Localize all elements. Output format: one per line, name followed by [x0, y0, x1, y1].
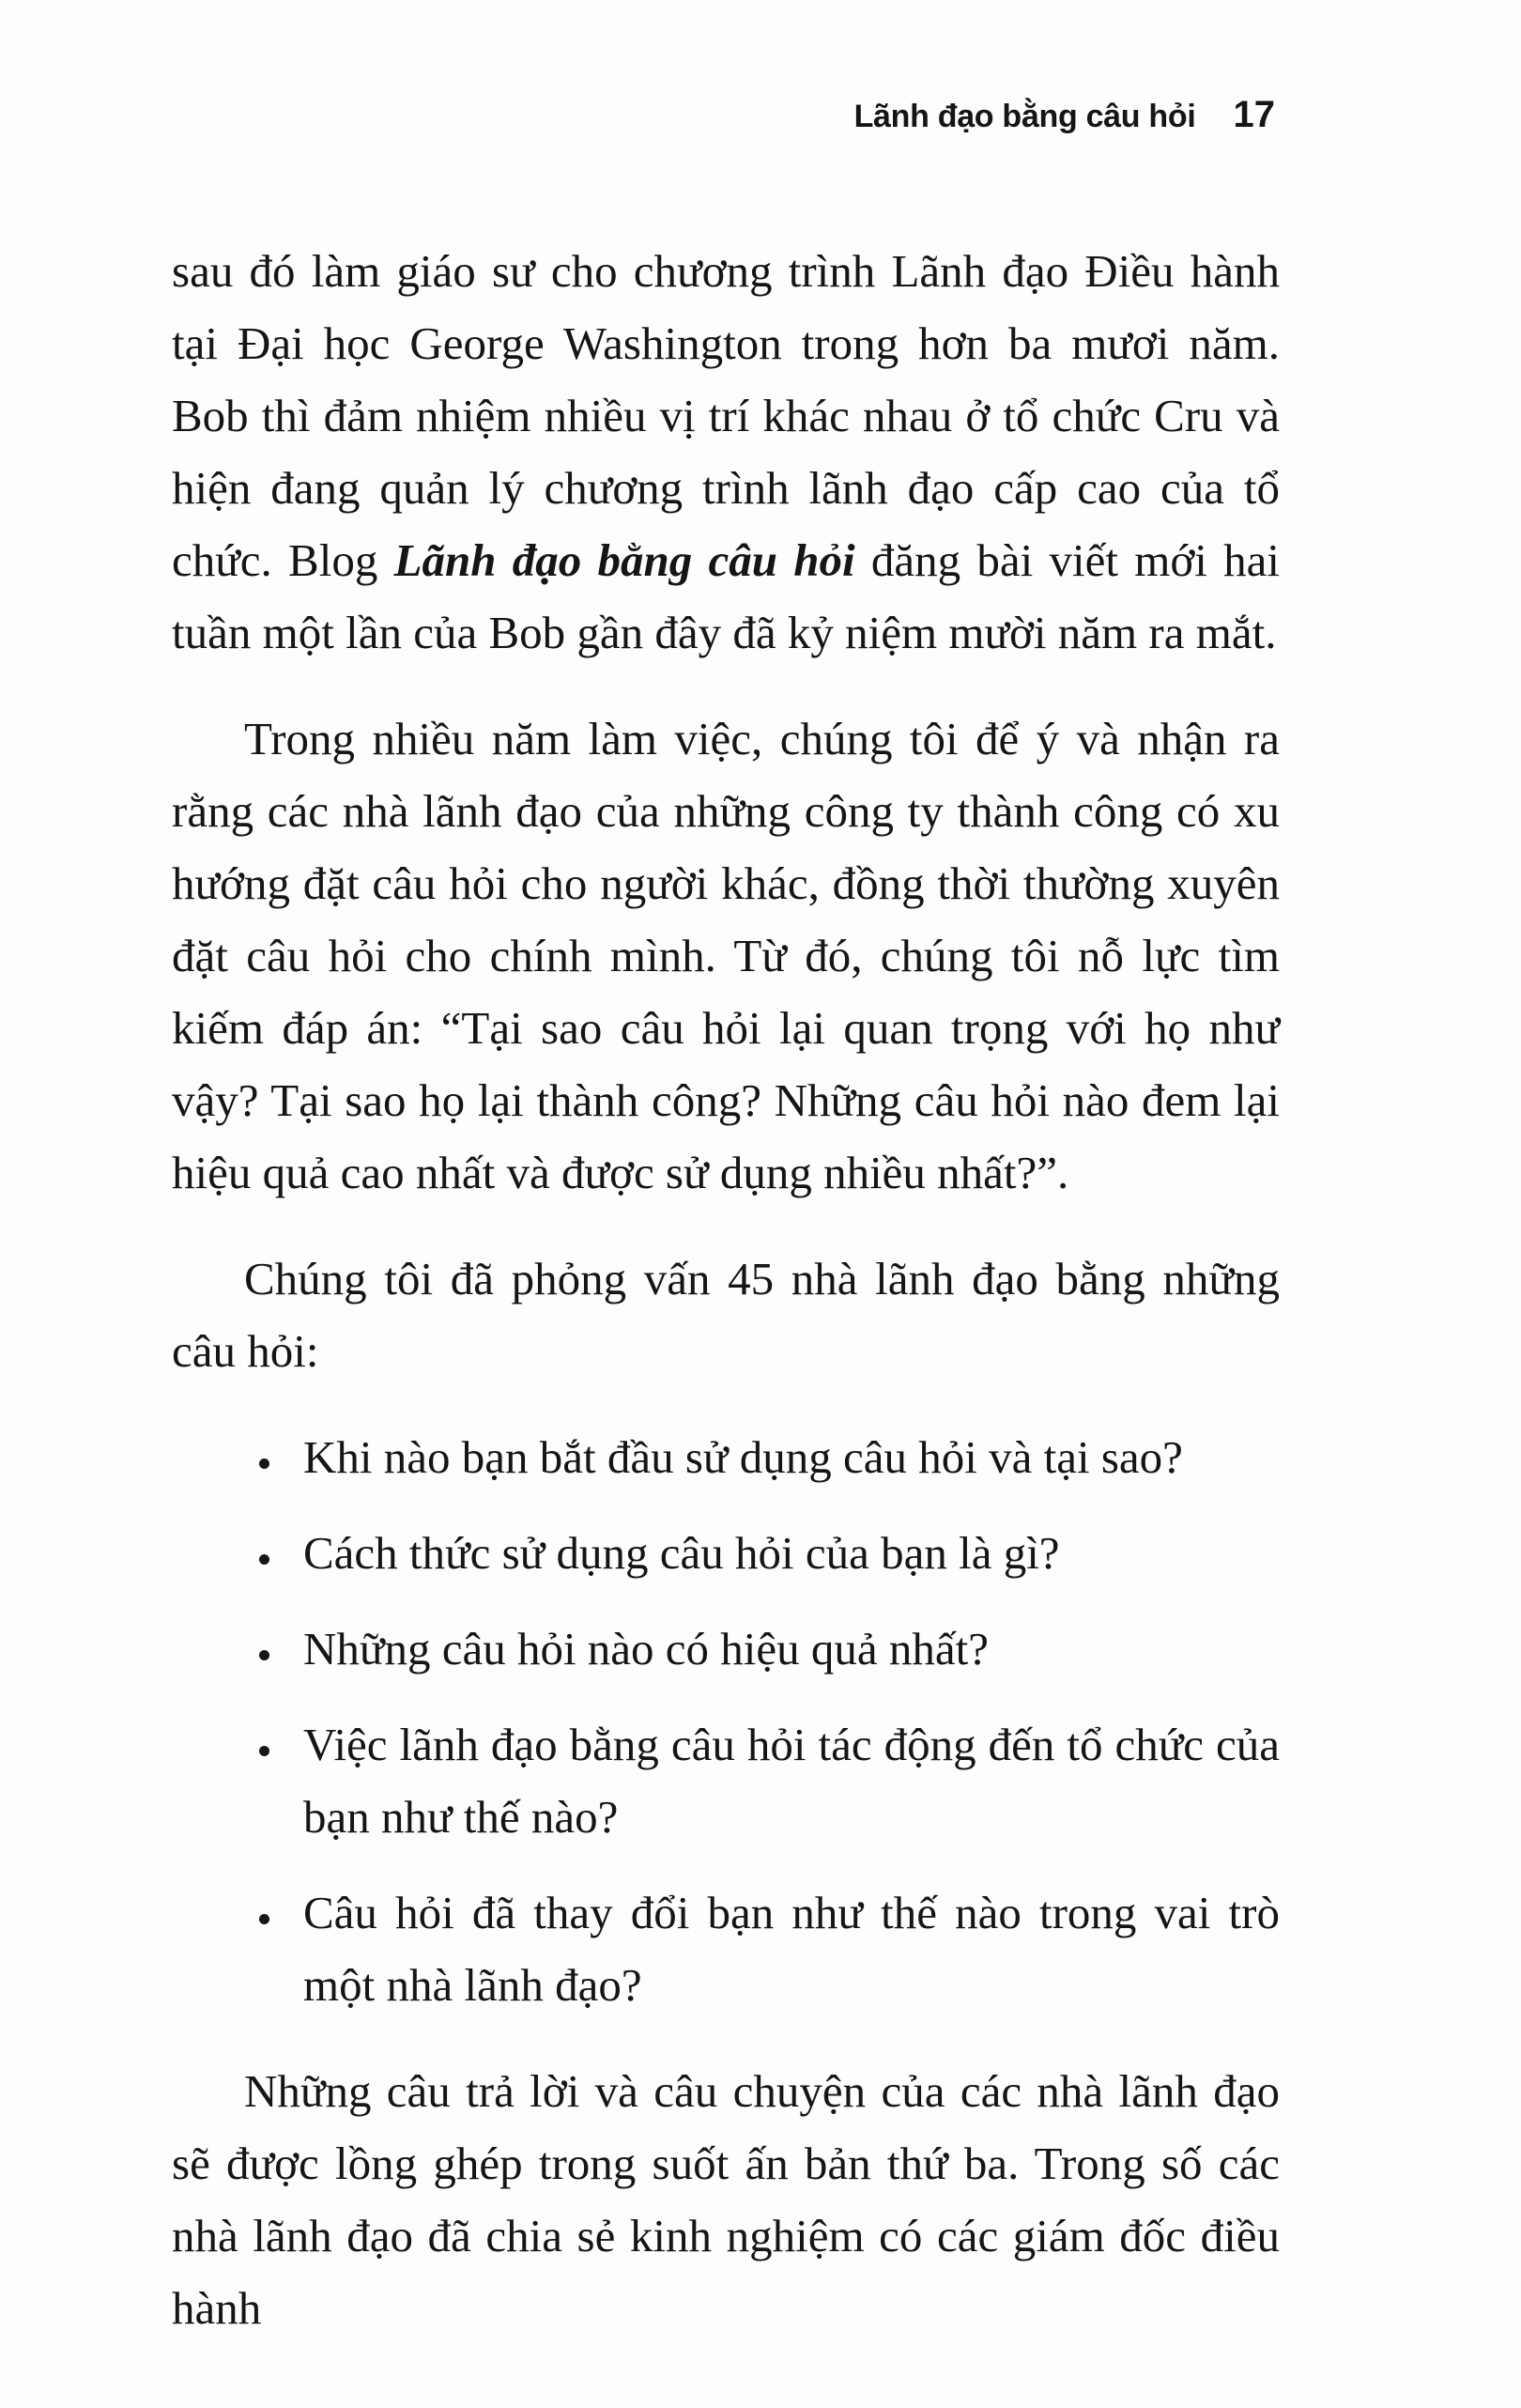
bullet-icon [259, 1746, 269, 1756]
list-item [172, 1517, 1280, 1589]
list-item [172, 1876, 1280, 2021]
blog-title: Lãnh đạo bằng câu hỏi [393, 534, 855, 586]
bullet-icon [259, 1554, 269, 1565]
list-item [172, 1708, 1280, 1853]
bullet-icon [259, 1914, 269, 1924]
list-item [172, 1421, 1280, 1493]
paragraph-1 [172, 235, 1280, 669]
bullet-icon [259, 1650, 269, 1660]
list-item [172, 1613, 1280, 1685]
list-item-text: Những câu hỏi nào có hiệu quả nhất? [303, 1623, 990, 1675]
paragraph-2: Trong nhiều năm làm việc, chúng tôi để ý và nhận ra rằng các nhà lãnh đạo của những công ty thành công có xu hướng đặt câu hỏi cho người khác, đồng thời thường xuyên đặt câu hỏi cho chính mình. Từ đó, chúng tôi nỗ lực tìm kiếm đáp án: “Tại sao câu hỏi lại quan trọng với họ như vậy? Tại sao họ lại thành công? Những câu hỏi nào đem lại hiệu quả cao nhất và được sử dụng nhiều nhất?”. [172, 713, 1280, 1198]
paragraph-1-text-start: sau đó làm giáo sư cho chương trình Lãnh đạo Điều hành tại Đại học George Washington trong hơn ba mươi năm. Bob thì đảm nhiệm nhiều vị trí khác nhau ở tổ chức Cru và hiện đang quản lý chương trình lãnh đạo cấp cao của tổ chức. Blog [172, 245, 1280, 586]
paragraph-1-text-end: đăng bài viết mới hai tuần một lần của Bob gần đây đã kỷ niệm mười năm ra mắt. [172, 534, 1280, 658]
running-title: Lãnh đạo bằng câu hỏi [853, 99, 1196, 134]
paragraph-3: Chúng tôi đã phỏng vấn 45 nhà lãnh đạo bằng những câu hỏi: [172, 1253, 1280, 1377]
bullet-icon [259, 1459, 269, 1469]
list-item-text: Khi nào bạn bắt đầu sử dụng câu hỏi và tại sao? [303, 1431, 1183, 1483]
page-number: 17 [1233, 94, 1275, 135]
list-item-text: Cách thức sử dụng câu hỏi của bạn là gì? [303, 1527, 1060, 1579]
body-text [172, 235, 1280, 2378]
paragraph-4: Những câu trả lời và câu chuyện của các nhà lãnh đạo sẽ được lồng ghép trong suốt ấn bản thứ ba. Trong số các nhà lãnh đạo đã chia sẻ kinh nghiệm có các giám đốc điều hành [172, 2065, 1280, 2334]
running-header [854, 94, 1275, 136]
list-item-text: Việc lãnh đạo bằng câu hỏi tác động đến tổ chức của bạn như thế nào? [303, 1719, 1280, 1843]
interview-question-list [172, 1421, 1280, 2021]
list-item-text: Câu hỏi đã thay đổi bạn như thế nào trong vai trò một nhà lãnh đạo? [303, 1887, 1280, 2011]
